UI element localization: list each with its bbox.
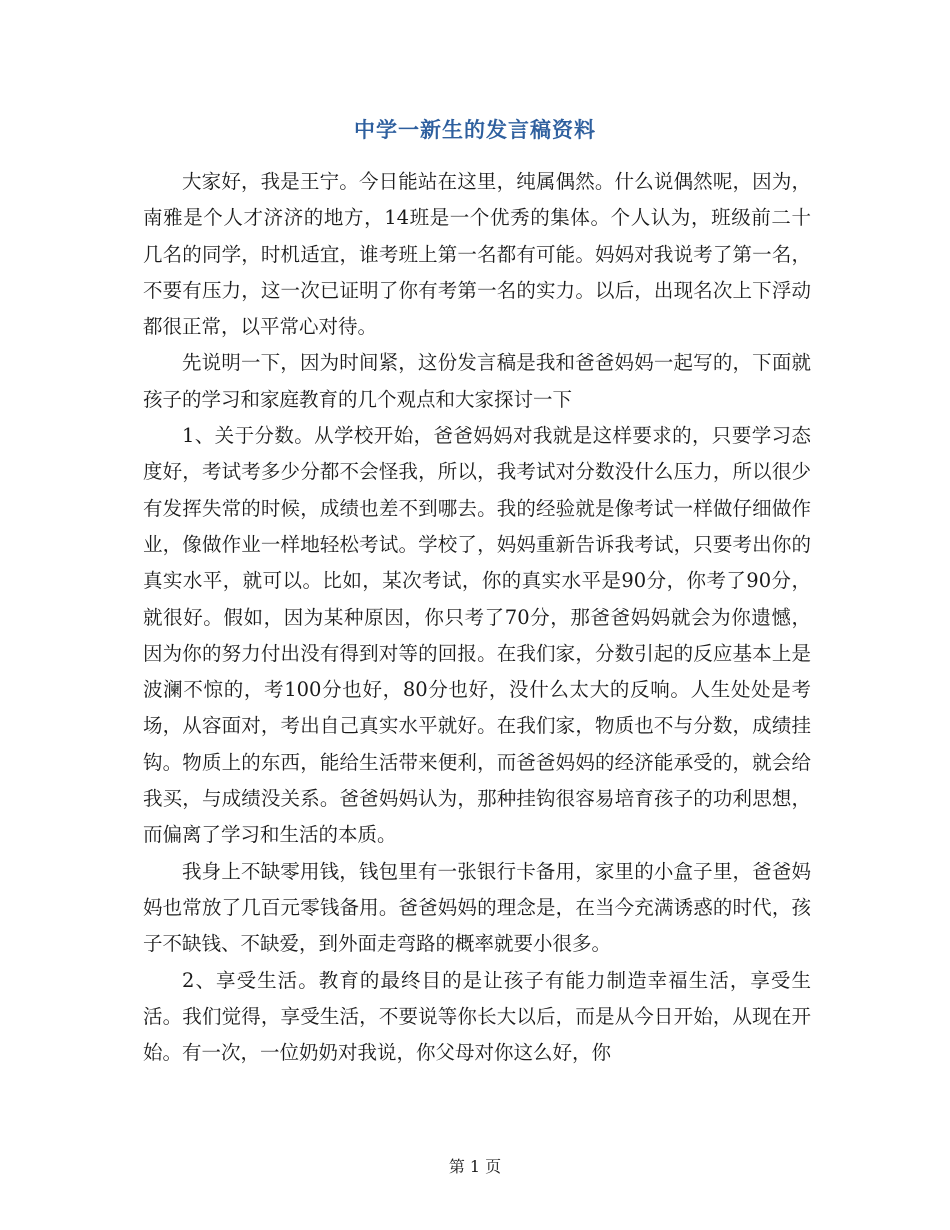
page-number: 第 1 页 xyxy=(448,1157,502,1176)
paragraph-enjoy-life: 2、享受生活。教育的最终目的是让孩子有能力制造幸福生活，享受生活。我们觉得，享受生活，不要说等你长大以后，而是从今日开始，从现在开始。有一次，一位奶奶对我说，你父母对你这么好，你 xyxy=(143,968,811,1065)
document-title: 中学一新生的发言稿资料 xyxy=(354,117,596,142)
document-body xyxy=(143,164,811,1071)
paragraph-pocket-money: 我身上不缺零用钱，钱包里有一张银行卡备用，家里的小盒子里，爸爸妈妈也常放了几百元零钱备用。爸爸妈妈的理念是，在当今充满诱惑的时代，孩子不缺钱、不缺爱，到外面走弯路的概率就要小很多。 xyxy=(143,859,811,956)
paragraph-preface: 先说明一下，因为时间紧，这份发言稿是我和爸爸妈妈一起写的，下面就孩子的学习和家庭教育的几个观点和大家探讨一下 xyxy=(143,351,811,411)
paragraph-scores: 1、关于分数。从学校开始，爸爸妈妈对我就是这样要求的，只要学习态度好，考试考多少分都不会怪我，所以，我考试对分数没什么压力，所以很少有发挥失常的时候，成绩也差不到哪去。我的经验就是像考试一样做仔细做作业，像做作业一样地轻松考试。学校了，妈妈重新告诉我考试，只要考出你的真实水平，就可以。比如，某次考试，你的真实水平是90分，你考了90分，就很好。假如，因为某种原因，你只考了70分，那爸爸妈妈就会为你遗憾，因为你的努力付出没有得到对等的回报。在我们家，分数引起的反应基本上是波澜不惊的，考100分也好，80分也好，没什么太大的反响。人生处处是考场，从容面对，考出自己真实水平就好。在我们家，物质也不与分数，成绩挂钩。物质上的东西，能给生活带来便利，而爸爸妈妈的经济能承受的，就会给我买，与成绩没关系。爸爸妈妈认为，那种挂钩很容易培育孩子的功利思想，而偏离了学习和生活的本质。 xyxy=(143,424,811,847)
paragraph-intro: 大家好，我是王宁。今日能站在这里，纯属偶然。什么说偶然呢，因为，南雅是个人才济济的地方，14班是一个优秀的集体。个人认为，班级前二十几名的同学，时机适宜，谁考班上第一名都有可能。妈妈对我说考了第一名，不要有压力，这一次已证明了你有考第一名的实力。以后，出现名次上下浮动都很正常，以平常心对待。 xyxy=(143,170,811,339)
